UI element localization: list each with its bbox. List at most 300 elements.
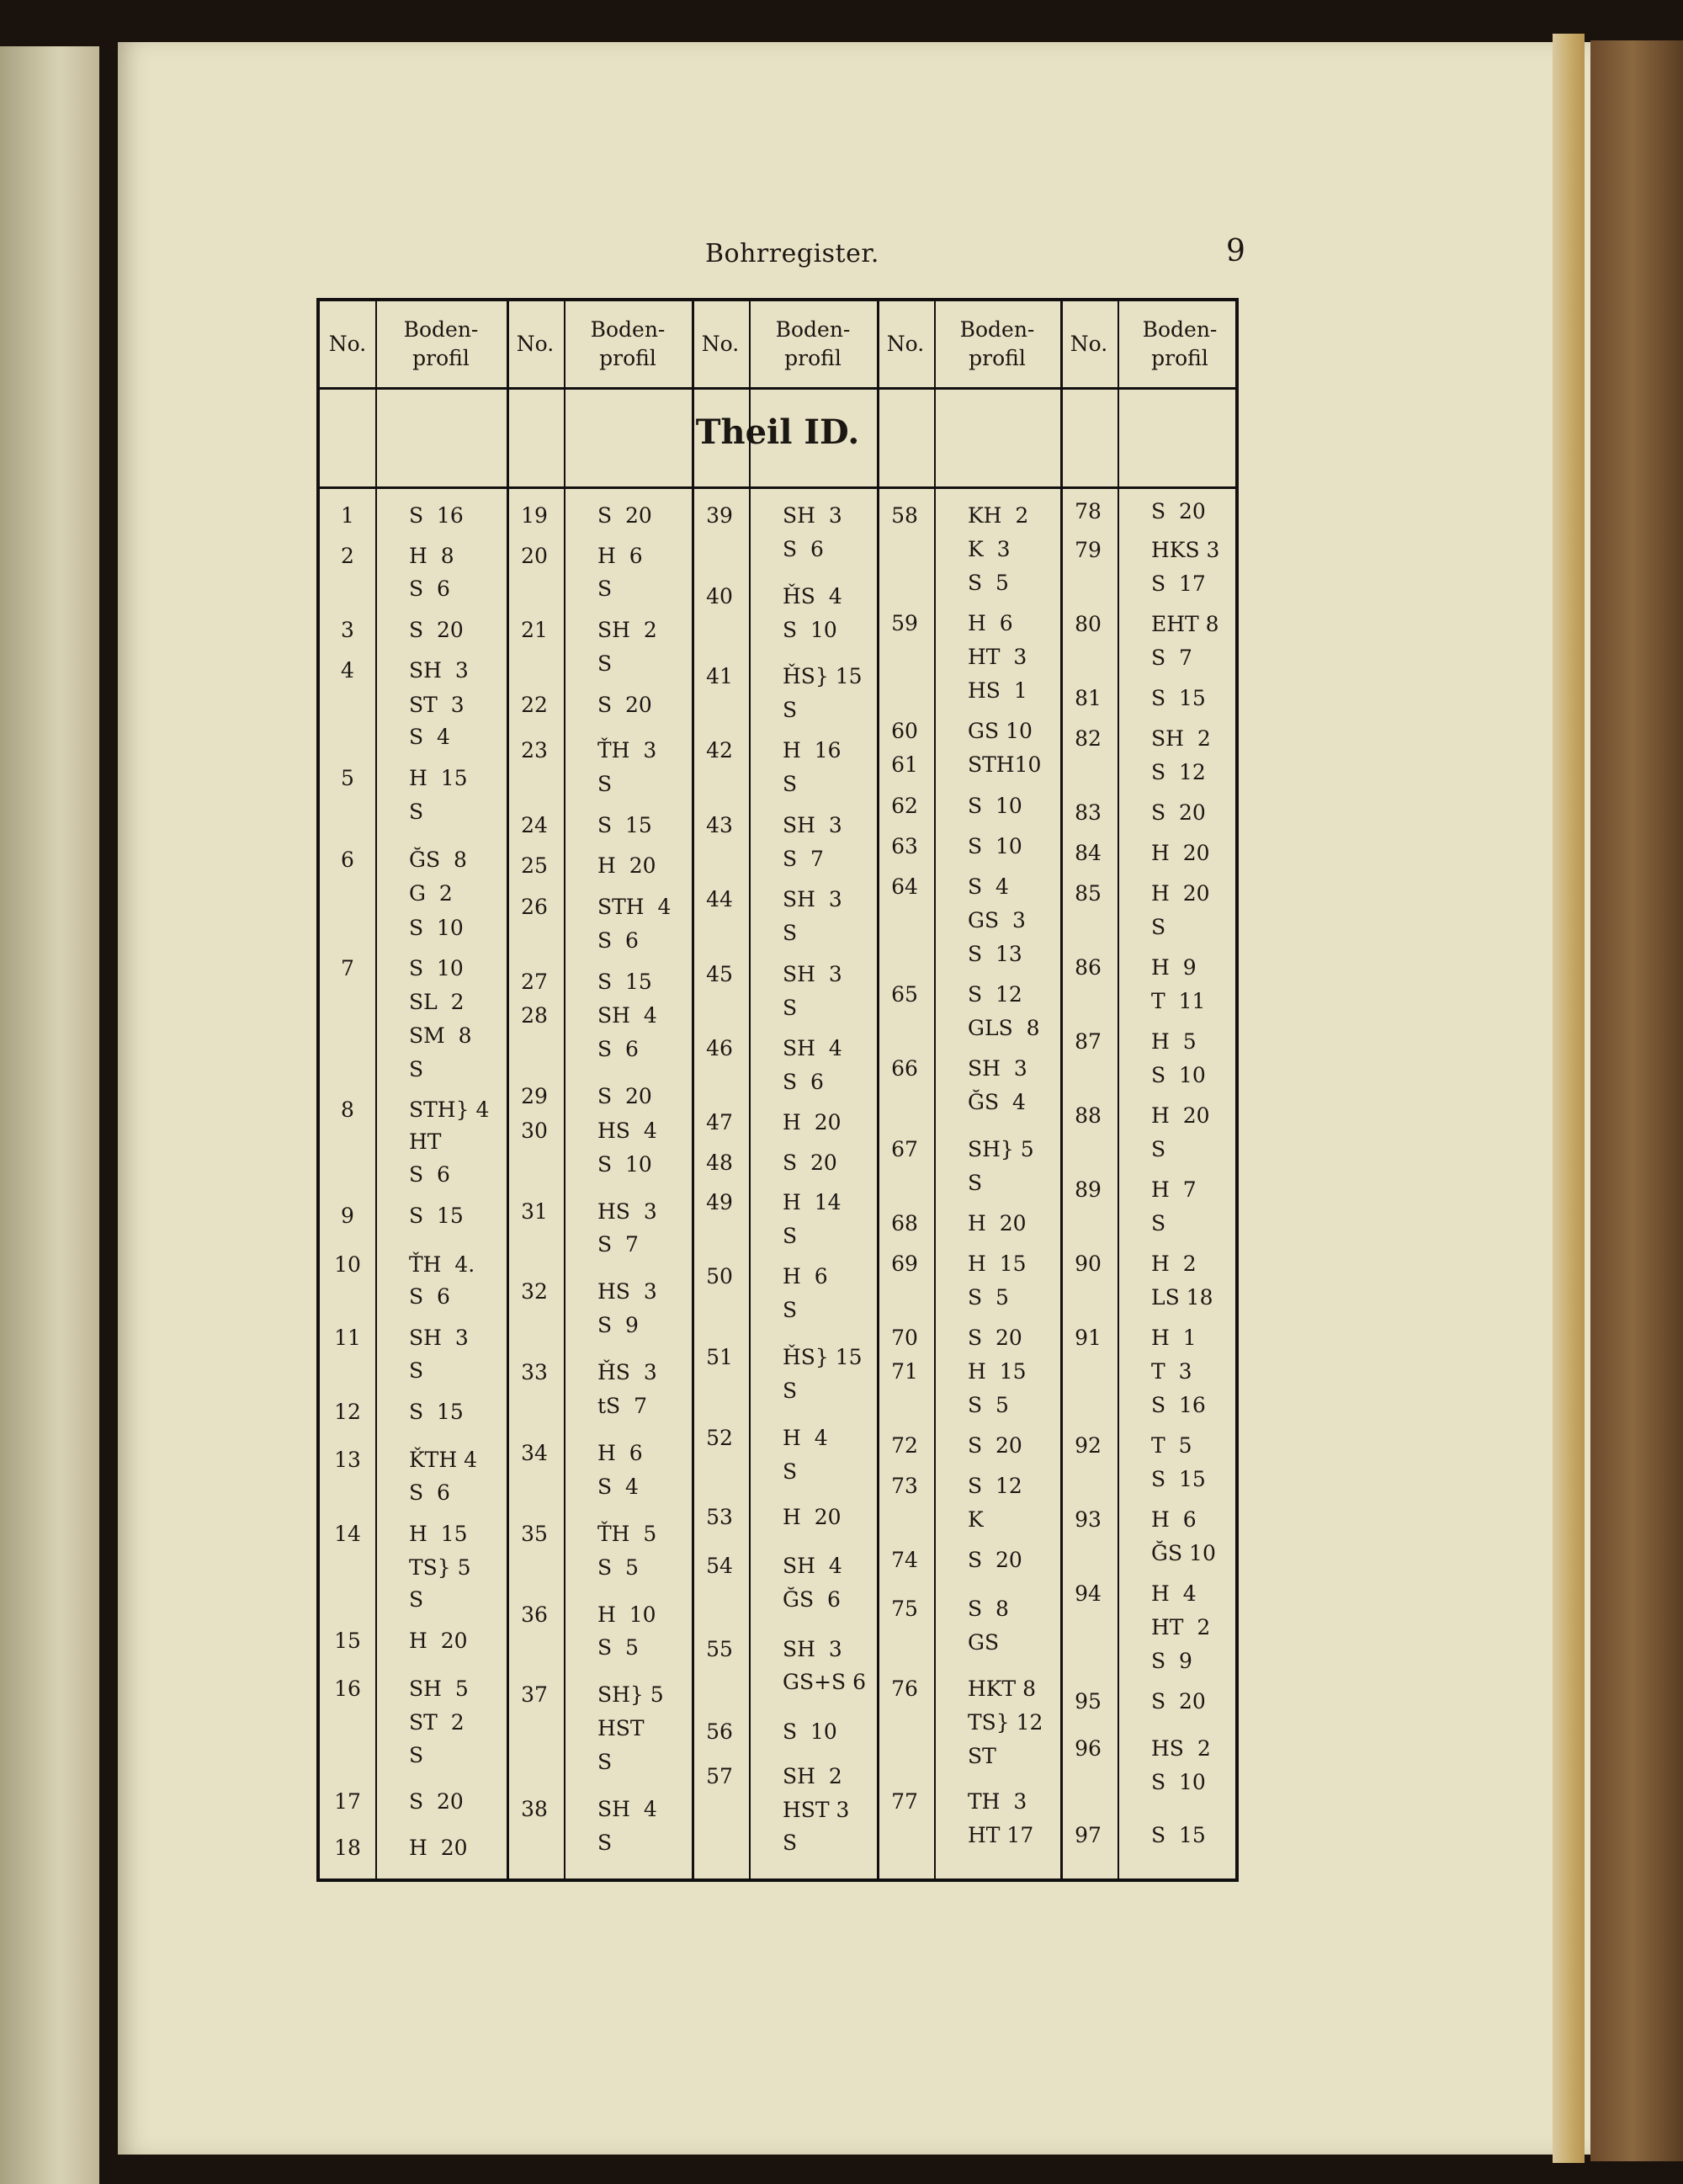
bodenprofil-value: S [783, 1379, 798, 1403]
bodenprofil-value: H 20 [409, 1836, 468, 1860]
entry-number: 16 [334, 1677, 361, 1701]
header-line: profil [1151, 346, 1208, 370]
entry-number: 68 [891, 1211, 918, 1235]
bodenprofil-value: H 6 [597, 1441, 643, 1465]
entry-number: 70 [891, 1326, 918, 1350]
bodenprofil-value: S 20 [968, 1326, 1022, 1350]
bodenprofil-value: SH 3 [968, 1056, 1027, 1081]
bodenprofil-value: S [1151, 915, 1166, 939]
entry-number: 63 [891, 834, 918, 858]
entry-number: 64 [891, 874, 918, 899]
bodenprofil-value: H 5 [1151, 1029, 1197, 1054]
book-cover-edge [1590, 40, 1683, 2161]
bodenprofil-value: S [597, 1750, 613, 1774]
entry-number: 5 [341, 766, 354, 790]
bodenprofil-value: S 6 [409, 577, 450, 601]
bodenprofil-value: S 10 [1151, 1063, 1206, 1087]
bodenprofil-value: S [409, 1587, 424, 1612]
bodenprofil-value: S 7 [783, 847, 824, 871]
entry-number: 7 [341, 956, 354, 980]
bodenprofil-value: K 3 [968, 537, 1011, 561]
bodenprofil-value: T 11 [1151, 989, 1206, 1013]
entry-number: 94 [1075, 1581, 1102, 1606]
entry-number: 66 [891, 1056, 918, 1081]
entry-number: 34 [521, 1441, 548, 1465]
bodenprofil-value: LS 18 [1151, 1285, 1213, 1310]
entry-number: 39 [706, 503, 733, 528]
bodenprofil-value: H 20 [783, 1110, 842, 1135]
entry-number: 50 [706, 1264, 733, 1289]
bodenprofil-value: ĞS 6 [783, 1587, 841, 1612]
bodenprofil-value: SH 3 [783, 1637, 842, 1661]
entry-number: 15 [334, 1629, 361, 1653]
no-column-divider [375, 301, 377, 1878]
bodenprofil-value: S 15 [409, 1400, 464, 1424]
bodenprofil-value: G 2 [409, 881, 453, 906]
entry-number: 89 [1075, 1177, 1102, 1202]
header-bodenprofil [934, 301, 1060, 387]
bodenprofil-value: S [783, 772, 798, 796]
entry-number: 18 [334, 1836, 361, 1860]
entry-number: 87 [1075, 1029, 1102, 1054]
entry-number: 57 [706, 1764, 733, 1788]
bodenprofil-value: S [783, 1224, 798, 1248]
bodenprofil-value: S [409, 1358, 424, 1383]
bodenprofil-value: S 20 [597, 693, 652, 717]
section-rule [320, 486, 1235, 489]
bodenprofil-value: HT 17 [968, 1823, 1034, 1847]
bodenprofil-value: SH 2 [783, 1764, 842, 1788]
entry-number: 3 [341, 618, 354, 642]
entry-number: 40 [706, 584, 733, 608]
bodenprofil-value: S 10 [409, 956, 464, 980]
bodenprofil-value: S 10 [968, 794, 1022, 818]
entry-number: 69 [891, 1251, 918, 1276]
no-column-divider [934, 301, 936, 1878]
bodenprofil-value: S 5 [597, 1555, 639, 1580]
bodenprofil-value: ĞS 4 [968, 1090, 1026, 1114]
bodenprofil-value: S 20 [409, 1789, 464, 1814]
bodenprofil-value: S 6 [597, 928, 639, 953]
bodenprofil-value: S 16 [409, 503, 464, 528]
bodenprofil-value: S 20 [783, 1150, 837, 1175]
running-header: Bohrregister. [705, 239, 879, 268]
entry-number: 17 [334, 1789, 361, 1814]
entry-number: 43 [706, 813, 733, 837]
entry-number: 30 [521, 1119, 548, 1143]
entry-number: 67 [891, 1137, 918, 1161]
bodenprofil-value: H 20 [1151, 841, 1210, 865]
bodenprofil-value: HST [597, 1716, 645, 1740]
bodenprofil-value: S 10 [1151, 1770, 1206, 1794]
bodenprofil-value: S 6 [783, 1070, 824, 1094]
bodenprofil-value: H 20 [783, 1505, 842, 1529]
bodenprofil-value: HT 3 [968, 645, 1027, 669]
bodenprofil-value: S 20 [597, 1084, 652, 1108]
entry-number: 11 [334, 1326, 361, 1350]
entry-number: 61 [891, 752, 918, 777]
entry-number: 73 [891, 1474, 918, 1498]
bodenprofil-value: S 20 [597, 503, 652, 528]
page-number: 9 [1226, 234, 1245, 268]
bodenprofil-value: S 20 [968, 1548, 1022, 1572]
entry-number: 33 [521, 1360, 548, 1384]
bodenprofil-value: GS 10 [968, 719, 1033, 743]
bodenprofil-value: S 5 [968, 1285, 1009, 1310]
entry-number: 36 [521, 1602, 548, 1627]
entry-number: 51 [706, 1345, 733, 1369]
bodenprofil-value: H 6 [783, 1264, 828, 1289]
bodenprofil-value: S 17 [1151, 571, 1206, 596]
header-line: Boden- [959, 317, 1035, 343]
bodenprofil-value: HT [409, 1129, 442, 1154]
bodenprofil-value: S 20 [1151, 499, 1206, 523]
bodenprofil-value: S [1151, 1211, 1166, 1235]
bodenprofil-value: ȞS} 15 [783, 1345, 863, 1369]
bodenprofil-value: SH 3 [783, 813, 842, 837]
entry-number: 28 [521, 1003, 548, 1028]
entry-number: 92 [1075, 1433, 1102, 1458]
bodenprofil-value: ȞS 3 [597, 1360, 657, 1384]
entry-number: 10 [334, 1252, 361, 1277]
header-no: No. [701, 332, 740, 357]
bodenprofil-value: S [409, 800, 424, 824]
entry-number: 21 [521, 618, 548, 642]
bodenprofil-value: SL 2 [409, 990, 465, 1014]
bodenprofil-value: H 9 [1151, 955, 1197, 980]
header-no: No. [886, 332, 925, 357]
entry-number: 72 [891, 1433, 918, 1458]
entry-number: 25 [521, 853, 548, 878]
bodenprofil-value: S 10 [783, 618, 837, 642]
bodenprofil-value: ŤH 3 [597, 738, 657, 763]
bodenprofil-value: S [409, 1743, 424, 1767]
entry-number: 62 [891, 794, 918, 818]
header-bodenprofil [375, 301, 507, 387]
bodenprofil-value: ST [968, 1744, 996, 1768]
bodenprofil-value: S 12 [968, 1474, 1022, 1498]
entry-number: 19 [521, 503, 548, 528]
entry-number: 27 [521, 970, 548, 994]
bodenprofil-value: S [409, 1057, 424, 1081]
entry-number: 79 [1075, 538, 1102, 562]
header-line: profil [784, 346, 842, 370]
entry-number: 95 [1075, 1689, 1102, 1714]
bodenprofil-value: HST 3 [783, 1798, 850, 1822]
bodenprofil-value: ĞS 8 [409, 848, 467, 872]
bodenprofil-value: S [783, 1298, 798, 1322]
bodenprofil-value: TS} 5 [409, 1555, 471, 1580]
column-group-divider [1060, 301, 1063, 1878]
bodenprofil-value: SH 4 [597, 1003, 657, 1028]
entry-number: 49 [706, 1190, 733, 1214]
bodenprofil-value: H 14 [783, 1190, 842, 1214]
entry-number: 85 [1075, 881, 1102, 906]
bodenprofil-value: GLS 8 [968, 1016, 1040, 1040]
entry-number: 45 [706, 962, 733, 986]
bodenprofil-value: S [597, 651, 613, 676]
bodenprofil-value: S [597, 577, 613, 601]
header-bodenprofil [564, 301, 692, 387]
bodenprofil-value: H 20 [597, 853, 656, 878]
entry-number: 59 [891, 611, 918, 635]
section-title: Theil ID. [695, 412, 860, 452]
bodenprofil-value: S 9 [597, 1313, 639, 1337]
bodenprofil-value: HS 3 [597, 1279, 657, 1304]
bodenprofil-value: S 20 [1151, 800, 1206, 825]
bodenprofil-value: SH 5 [409, 1677, 469, 1701]
column-group-divider [877, 301, 879, 1878]
entry-number: 84 [1075, 841, 1102, 865]
bodenprofil-value: H 16 [783, 738, 842, 763]
bodenprofil-value: tS 7 [597, 1394, 647, 1418]
bodenprofil-value: S 16 [1151, 1393, 1206, 1417]
bodenprofil-value: H 1 [1151, 1326, 1197, 1350]
bodenprofil-value: ȞS 4 [783, 584, 842, 608]
entry-number: 37 [521, 1682, 548, 1707]
entry-number: 46 [706, 1036, 733, 1060]
entry-number: 32 [521, 1279, 548, 1304]
header-bodenprofil [749, 301, 877, 387]
header-line: profil [599, 346, 656, 370]
entry-number: 4 [341, 658, 354, 683]
entry-number: 42 [706, 738, 733, 763]
bodenprofil-value: S 12 [968, 982, 1022, 1007]
bodenprofil-value: S 10 [597, 1152, 652, 1177]
entry-number: 91 [1075, 1326, 1102, 1350]
entry-number: 47 [706, 1110, 733, 1135]
entry-number: 38 [521, 1797, 548, 1821]
bohrregister-table [316, 298, 1239, 1882]
entry-number: 90 [1075, 1251, 1102, 1276]
bodenprofil-value: S 15 [1151, 1467, 1206, 1491]
bodenprofil-value: S [783, 698, 798, 722]
header-line: Boden- [590, 317, 666, 343]
bodenprofil-value: SH 3 [783, 962, 842, 986]
bodenprofil-value: S 6 [409, 1480, 450, 1505]
header-line: profil [969, 346, 1026, 370]
bodenprofil-value: T 5 [1151, 1433, 1192, 1458]
entry-number: 77 [891, 1789, 918, 1814]
bodenprofil-value: S [597, 772, 613, 796]
bodenprofil-value: ŤH 4. [409, 1252, 475, 1277]
entry-number: 29 [521, 1084, 548, 1108]
entry-number: 93 [1075, 1507, 1102, 1532]
entry-number: 71 [891, 1359, 918, 1384]
no-column-divider [564, 301, 565, 1878]
entry-number: 53 [706, 1505, 733, 1529]
no-column-divider [1118, 301, 1119, 1878]
bodenprofil-value: SH 4 [597, 1797, 657, 1821]
bodenprofil-value: SH 3 [783, 887, 842, 911]
bodenprofil-value: STH} 4 [409, 1097, 490, 1122]
left-page-edge [0, 46, 99, 2184]
bodenprofil-value: H 20 [1151, 1103, 1210, 1128]
bodenprofil-value: ĞS 10 [1151, 1541, 1216, 1565]
entry-number: 82 [1075, 726, 1102, 751]
bodenprofil-value: HS 2 [1151, 1736, 1211, 1761]
bodenprofil-value: S 10 [968, 834, 1022, 858]
header-no: No. [328, 332, 367, 357]
bodenprofil-value: HT 2 [1151, 1615, 1211, 1639]
header-line: Boden- [1142, 317, 1218, 343]
bodenprofil-value: SH 2 [597, 618, 657, 642]
bodenprofil-value: STH 4 [597, 895, 672, 919]
bodenprofil-value: H 6 [597, 544, 643, 568]
header-line: profil [412, 346, 470, 370]
bodenprofil-value: H 6 [968, 611, 1013, 635]
bodenprofil-value: GS 3 [968, 908, 1026, 933]
bodenprofil-value: H 4 [783, 1426, 828, 1450]
bodenprofil-value: S [783, 921, 798, 945]
bodenprofil-value: S [783, 996, 798, 1020]
bodenprofil-value: HS 4 [597, 1119, 657, 1143]
bodenprofil-value: S 7 [597, 1232, 639, 1257]
bodenprofil-value: H 20 [409, 1629, 468, 1653]
bodenprofil-value: S 7 [1151, 646, 1192, 670]
bodenprofil-value: SH 2 [1151, 726, 1211, 751]
entry-number: 44 [706, 887, 733, 911]
bodenprofil-value: KH 2 [968, 503, 1029, 528]
entry-number: 86 [1075, 955, 1102, 980]
bodenprofil-value: H 20 [1151, 881, 1210, 906]
entry-number: 80 [1075, 612, 1102, 636]
bodenprofil-value: SH 4 [783, 1036, 842, 1060]
entry-number: 23 [521, 738, 548, 763]
entry-number: 12 [334, 1400, 361, 1424]
bodenprofil-value: H 6 [1151, 1507, 1197, 1532]
bodenprofil-value: HS 3 [597, 1199, 657, 1224]
bodenprofil-value: S 15 [597, 813, 652, 837]
bodenprofil-value: T 3 [1151, 1359, 1192, 1384]
bodenprofil-value: SM 8 [409, 1023, 472, 1048]
entry-number: 76 [891, 1677, 918, 1701]
bodenprofil-value: H 10 [597, 1602, 656, 1627]
bodenprofil-value: ǨTH 4 [409, 1448, 478, 1472]
header-rule [320, 387, 1235, 390]
bodenprofil-value: S 20 [1151, 1689, 1206, 1714]
entry-number: 31 [521, 1199, 548, 1224]
bodenprofil-value: S [783, 1831, 798, 1855]
entry-number: 58 [891, 503, 918, 528]
page-edge-gilt [1553, 34, 1585, 2163]
bodenprofil-value: H 2 [1151, 1251, 1197, 1276]
entry-number: 97 [1075, 1823, 1102, 1847]
bodenprofil-value: SH 4 [783, 1554, 842, 1578]
bodenprofil-value: S 15 [409, 1204, 464, 1228]
header-line: Boden- [403, 317, 479, 343]
header-bodenprofil [1118, 301, 1242, 387]
bodenprofil-value: S 15 [597, 970, 652, 994]
bodenprofil-value: SH} 5 [597, 1682, 664, 1707]
bodenprofil-value: ŤH 5 [597, 1522, 657, 1546]
bodenprofil-value: H 20 [968, 1211, 1027, 1235]
bodenprofil-value: ST 3 [409, 693, 465, 717]
header-line: Boden- [775, 317, 851, 343]
bodenprofil-value: S 15 [1151, 1823, 1206, 1847]
entry-number: 78 [1075, 499, 1102, 523]
entry-number: 52 [706, 1426, 733, 1450]
entry-number: 81 [1075, 686, 1102, 710]
entry-number: 74 [891, 1548, 918, 1572]
bodenprofil-value: S 20 [968, 1433, 1022, 1458]
bodenprofil-value: K [968, 1507, 984, 1532]
entry-number: 41 [706, 664, 733, 688]
entry-number: 60 [891, 719, 918, 743]
bodenprofil-value: TS} 12 [968, 1710, 1043, 1735]
bodenprofil-value: S 5 [597, 1635, 639, 1660]
bodenprofil-value: SH 3 [783, 503, 842, 528]
bodenprofil-value: STH10 [968, 752, 1042, 777]
bodenprofil-value: S [597, 1831, 613, 1855]
entry-number: 96 [1075, 1736, 1102, 1761]
entry-number: 14 [334, 1522, 361, 1546]
entry-number: 2 [341, 544, 354, 568]
bodenprofil-value: GS [968, 1630, 1000, 1655]
bodenprofil-value: HKT 8 [968, 1677, 1037, 1701]
entry-number: 8 [341, 1097, 354, 1122]
bodenprofil-value: HKS 3 [1151, 538, 1220, 562]
bodenprofil-value: SH} 5 [968, 1137, 1034, 1161]
bodenprofil-value: S [968, 1171, 983, 1195]
bodenprofil-value: S 12 [1151, 760, 1206, 784]
entry-number: 26 [521, 895, 548, 919]
no-column-divider [749, 301, 751, 1878]
entry-number: 6 [341, 848, 354, 872]
bodenprofil-value: H 15 [968, 1251, 1027, 1276]
bodenprofil-value: SH 3 [409, 1326, 469, 1350]
bodenprofil-value: S 6 [409, 1284, 450, 1309]
bodenprofil-value: H 15 [409, 1522, 468, 1546]
entry-number: 1 [341, 503, 354, 528]
bodenprofil-value: HS 1 [968, 678, 1027, 703]
bodenprofil-value: TH 3 [968, 1789, 1027, 1814]
bodenprofil-value: H 7 [1151, 1177, 1197, 1202]
bodenprofil-value: S 6 [597, 1037, 639, 1061]
bodenprofil-value: S 6 [409, 1162, 450, 1187]
bodenprofil-value: S 5 [968, 571, 1009, 595]
bodenprofil-value: H 15 [409, 766, 468, 790]
entry-number: 35 [521, 1522, 548, 1546]
header-no: No. [1070, 332, 1108, 357]
entry-number: 83 [1075, 800, 1102, 825]
bodenprofil-value: S 20 [409, 618, 464, 642]
header-no: No. [516, 332, 555, 357]
bodenprofil-value: S 4 [597, 1475, 639, 1499]
bodenprofil-value: EHT 8 [1151, 612, 1219, 636]
bodenprofil-value: S 4 [409, 725, 450, 749]
entry-number: 54 [706, 1554, 733, 1578]
bodenprofil-value: S 10 [783, 1719, 837, 1744]
entry-number: 9 [341, 1204, 354, 1228]
entry-number: 75 [891, 1597, 918, 1621]
bodenprofil-value: H 4 [1151, 1581, 1197, 1606]
bodenprofil-value: H 8 [409, 544, 454, 568]
bodenprofil-value: S [1151, 1137, 1166, 1161]
bodenprofil-value: S 9 [1151, 1649, 1192, 1673]
bodenprofil-value: S 5 [968, 1393, 1009, 1417]
entry-number: 88 [1075, 1103, 1102, 1128]
entry-number: 65 [891, 982, 918, 1007]
entry-number: 24 [521, 813, 548, 837]
bodenprofil-value: S 13 [968, 942, 1022, 966]
bodenprofil-value: SH 3 [409, 658, 469, 683]
bodenprofil-value: S [783, 1459, 798, 1484]
entry-number: 56 [706, 1719, 733, 1744]
bodenprofil-value: S 6 [783, 537, 824, 561]
bodenprofil-value: ȞS} 15 [783, 664, 863, 688]
bodenprofil-value: S 10 [409, 916, 464, 940]
